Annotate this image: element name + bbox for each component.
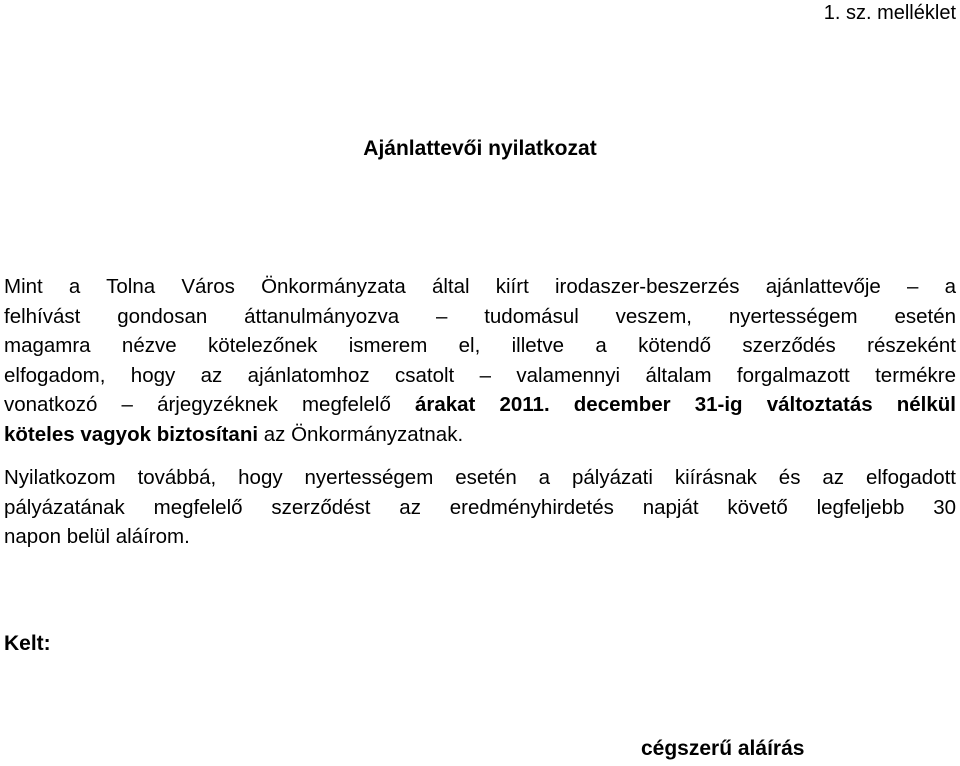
declaration-paragraph <box>4 272 956 450</box>
bold-text-segment: köteles vagyok biztosítani <box>4 422 259 446</box>
text-line <box>4 420 956 450</box>
document-title: Ajánlattevői nyilatkozat <box>363 137 597 160</box>
text-line: pályázatának megfelelő szerződést az eredményhirdetés napját követő legfeljebb 30 <box>4 495 956 519</box>
signing-paragraph <box>4 463 956 552</box>
text-line: Nyilatkozom továbbá, hogy nyertességem esetén a pályázati kiírásnak és az elfogadott <box>4 466 956 489</box>
annex-label: 1. sz. melléklet <box>823 2 956 24</box>
text-line: felhívást gondosan áttanulmányozva – tudomásul veszem, nyertességem esetén <box>4 304 956 328</box>
text-line: elfogadom, hogy az ajánlatomhoz csatolt – valamennyi általam forgalmazott termékre <box>4 363 956 387</box>
text-segment: az Önkormányzatnak. <box>258 422 464 446</box>
signature-label: cégszerű aláírás <box>641 737 805 760</box>
text-line: napon belül aláírom. <box>4 525 190 549</box>
text-line: Mint a Tolna Város Önkormányzata által kiírt irodaszer-beszerzés ajánlattevője – a <box>4 275 956 298</box>
text-line: magamra nézve kötelezőnek ismerem el, illetve a kötendő szerződés részeként <box>4 334 956 358</box>
bold-text-segment: árakat 2011. december 31-ig változtatás nélkül <box>414 393 956 417</box>
date-label: Kelt: <box>4 632 51 655</box>
text-segment: vonatkozó – árjegyzéknek megfelelő <box>4 393 415 417</box>
text-line <box>4 390 956 420</box>
